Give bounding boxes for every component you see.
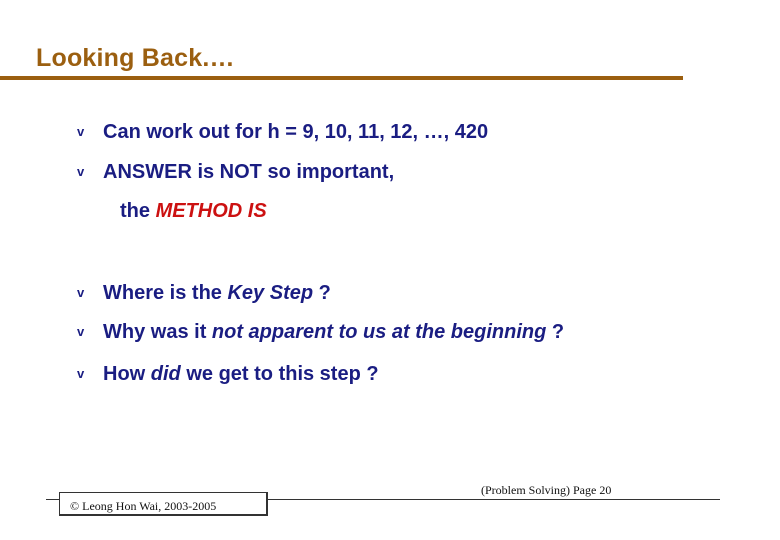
diamond-bullet-icon: v [77,164,85,179]
diamond-bullet-icon: v [77,324,85,339]
diamond-bullet-icon: v [77,366,85,381]
bullet-emphasis: not apparent to us at the beginning [211,321,547,343]
bullet-item-1 [77,120,488,144]
bullet-text-end: ? [546,321,565,343]
bullet-text: Why was it [103,321,212,343]
bullet-continuation [120,199,267,223]
diamond-bullet-icon: v [77,124,85,139]
continuation-text: the [120,200,156,222]
page-label: (Problem Solving) Page 20 [481,483,612,497]
bullet-text: Where is the [103,282,228,304]
bullet-emphasis: did [150,363,181,385]
bullet-text-end: ? [313,282,331,304]
bullet-text: Can work out for h = 9, 10, 11, 12, …, 420 [103,121,489,143]
slide-title: Looking Back.… [36,44,235,72]
diamond-bullet-icon: v [77,285,85,300]
title-underline [0,76,683,80]
method-emphasis: METHOD IS [155,200,267,222]
bullet-text: ANSWER is NOT so important, [103,161,395,183]
bullet-item-3 [77,281,331,305]
bullet-text: How [103,363,151,385]
bullet-text-end: we get to this step ? [180,363,379,385]
bullet-emphasis: Key Step [227,282,314,304]
bullet-item-4 [77,320,564,344]
bullet-item-2 [77,160,394,184]
copyright-notice: © Leong Hon Wai, 2003-2005 [59,492,268,516]
bullet-item-5 [77,362,379,386]
